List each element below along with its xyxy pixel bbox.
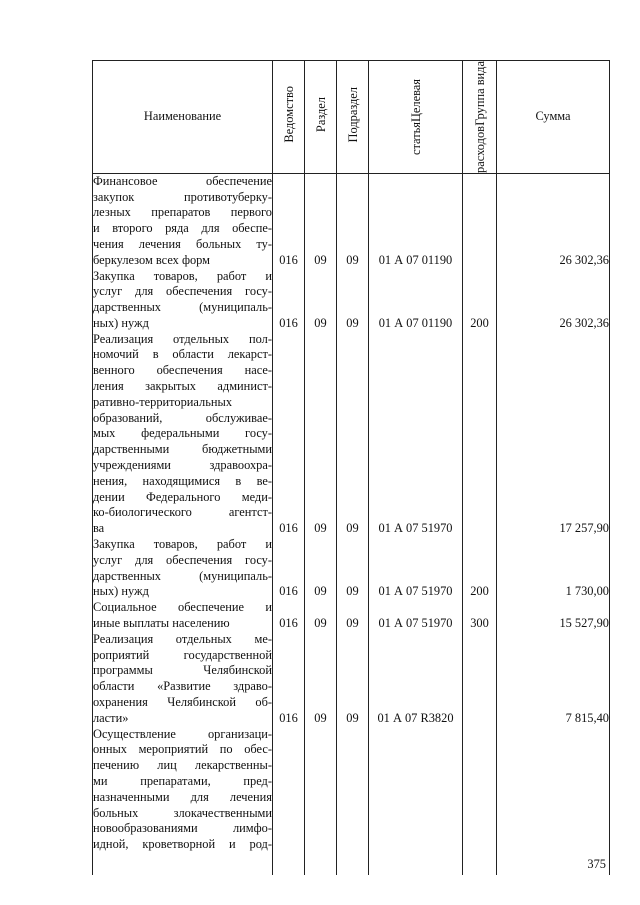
row-name-line: новообразованиями лимфо- bbox=[93, 821, 272, 836]
row-target-article bbox=[369, 727, 463, 875]
row-name-line: услуг для обеспечения госу- bbox=[93, 284, 272, 299]
row-name-line: беркулезом всех форм bbox=[93, 252, 211, 267]
row-expense-group bbox=[463, 173, 497, 268]
row-name-line: услуг для обеспечения госу- bbox=[93, 552, 272, 567]
row-name-line: образований, обслуживае- bbox=[93, 410, 272, 425]
row-target-article: 01 А 07 01190 bbox=[369, 269, 463, 332]
header-department: Ведомство bbox=[273, 61, 305, 174]
row-amount: 17 257,90 bbox=[497, 332, 610, 537]
row-name-line: печению лиц лекарственны- bbox=[93, 758, 272, 773]
header-expense-group: Группа вида расходов bbox=[463, 61, 497, 174]
row-expense-group: 200 bbox=[463, 537, 497, 600]
row-expense-group bbox=[463, 332, 497, 537]
row-expense-group bbox=[463, 632, 497, 727]
row-amount: 26 302,36 bbox=[497, 173, 610, 268]
header-name: Наименование bbox=[93, 61, 273, 174]
row-amount bbox=[497, 727, 610, 875]
row-department: 016 bbox=[273, 537, 305, 600]
row-name bbox=[93, 332, 273, 537]
row-name-line: номочий в области лекарст- bbox=[93, 347, 272, 362]
row-amount: 15 527,90 bbox=[497, 600, 610, 632]
row-department bbox=[273, 727, 305, 875]
row-name-line: нения, находящимися в ве- bbox=[93, 473, 272, 488]
row-name-line: лезных препаратов первого bbox=[93, 205, 272, 220]
row-name-line: Социальное обеспечение и bbox=[93, 600, 272, 615]
row-name-line: Осуществление организаци- bbox=[93, 726, 272, 741]
table-row bbox=[93, 332, 610, 537]
row-name-line: закупок противотуберку- bbox=[93, 189, 272, 204]
row-target-article: 01 А 07 51970 bbox=[369, 537, 463, 600]
row-name-line: ративно-территориальных bbox=[93, 394, 233, 409]
row-name-line: и второго ряда для обеспе- bbox=[93, 221, 272, 236]
table-row bbox=[93, 632, 610, 727]
row-subsection: 09 bbox=[337, 269, 369, 332]
row-name-line: области «Развитие здраво- bbox=[93, 679, 272, 694]
row-department: 016 bbox=[273, 269, 305, 332]
row-name-line: венного обеспечения насе- bbox=[93, 363, 272, 378]
row-name bbox=[93, 632, 273, 727]
table-row bbox=[93, 269, 610, 332]
row-name-line: мых федеральными госу- bbox=[93, 426, 272, 441]
row-name-line: онных мероприятий по обес- bbox=[93, 742, 272, 757]
row-section: 09 bbox=[305, 332, 337, 537]
header-subsection: Подраздел bbox=[337, 61, 369, 174]
row-name-line: ва bbox=[93, 521, 105, 536]
row-name bbox=[93, 269, 273, 332]
row-department: 016 bbox=[273, 332, 305, 537]
row-name-line: идной, кроветворной и род- bbox=[93, 837, 272, 852]
row-name-line: Закупка товаров, работ и bbox=[93, 537, 272, 552]
row-amount: 1 730,00 bbox=[497, 537, 610, 600]
row-section: 09 bbox=[305, 173, 337, 268]
table-header bbox=[93, 61, 610, 174]
row-section: 09 bbox=[305, 600, 337, 632]
row-name-line: ласти» bbox=[93, 710, 129, 725]
row-name bbox=[93, 173, 273, 268]
header-section: Раздел bbox=[305, 61, 337, 174]
row-name bbox=[93, 600, 273, 632]
row-amount: 26 302,36 bbox=[497, 269, 610, 332]
row-name-line: назначенными для лечения bbox=[93, 789, 272, 804]
row-expense-group: 200 bbox=[463, 269, 497, 332]
header-target-article: Целевая статья bbox=[369, 61, 463, 174]
row-name-line: учреждениями здравоохра- bbox=[93, 458, 272, 473]
row-section: 09 bbox=[305, 632, 337, 727]
row-name-line: дении Федерального меди- bbox=[93, 489, 272, 504]
row-name-line: охранения Челябинской об- bbox=[93, 695, 272, 710]
row-name-line: Реализация отдельных ме- bbox=[93, 631, 272, 646]
table-row bbox=[93, 537, 610, 600]
row-target-article: 01 А 07 01190 bbox=[369, 173, 463, 268]
row-name-line: Реализация отдельных пол- bbox=[93, 331, 272, 346]
row-name-line: Финансовое обеспечение bbox=[93, 173, 272, 188]
table-row bbox=[93, 600, 610, 632]
row-name-line: ных) нужд bbox=[93, 584, 149, 599]
row-department: 016 bbox=[273, 600, 305, 632]
row-department: 016 bbox=[273, 632, 305, 727]
row-name-line: дарственными бюджетными bbox=[93, 442, 272, 457]
row-subsection: 09 bbox=[337, 332, 369, 537]
row-amount: 7 815,40 bbox=[497, 632, 610, 727]
row-name-line: больных злокачественными bbox=[93, 805, 272, 820]
row-subsection: 09 bbox=[337, 537, 369, 600]
row-name-line: дарственных (муниципаль- bbox=[93, 568, 272, 583]
page-number: 375 bbox=[587, 857, 606, 871]
row-name-line: ления закрытых админист- bbox=[93, 379, 272, 394]
table-body bbox=[93, 173, 610, 874]
row-name-line: ко-биологического агентст- bbox=[93, 505, 272, 520]
table-row bbox=[93, 173, 610, 268]
row-name-line: Закупка товаров, работ и bbox=[93, 268, 272, 283]
row-subsection: 09 bbox=[337, 600, 369, 632]
row-name bbox=[93, 537, 273, 600]
row-name-line: дарственных (муниципаль- bbox=[93, 300, 272, 315]
row-expense-group bbox=[463, 727, 497, 875]
row-name-line: ных) нужд bbox=[93, 315, 149, 330]
budget-table bbox=[92, 60, 610, 875]
row-name bbox=[93, 727, 273, 875]
row-name-line: ми препаратами, пред- bbox=[93, 774, 272, 788]
row-name-line: чения лечения больных ту- bbox=[93, 236, 272, 251]
row-target-article: 01 А 07 R3820 bbox=[369, 632, 463, 727]
row-section bbox=[305, 727, 337, 875]
row-name-line: роприятий государственной bbox=[93, 647, 272, 662]
row-subsection bbox=[337, 727, 369, 875]
row-name-line: программы Челябинской bbox=[93, 663, 272, 678]
header-amount: Сумма bbox=[497, 61, 610, 174]
row-target-article: 01 А 07 51970 bbox=[369, 600, 463, 632]
row-name-line: иные выплаты населению bbox=[93, 616, 230, 631]
row-expense-group: 300 bbox=[463, 600, 497, 632]
row-subsection: 09 bbox=[337, 632, 369, 727]
row-target-article: 01 А 07 51970 bbox=[369, 332, 463, 537]
row-department: 016 bbox=[273, 173, 305, 268]
row-section: 09 bbox=[305, 269, 337, 332]
row-section: 09 bbox=[305, 537, 337, 600]
row-subsection: 09 bbox=[337, 173, 369, 268]
table-row bbox=[93, 727, 610, 875]
